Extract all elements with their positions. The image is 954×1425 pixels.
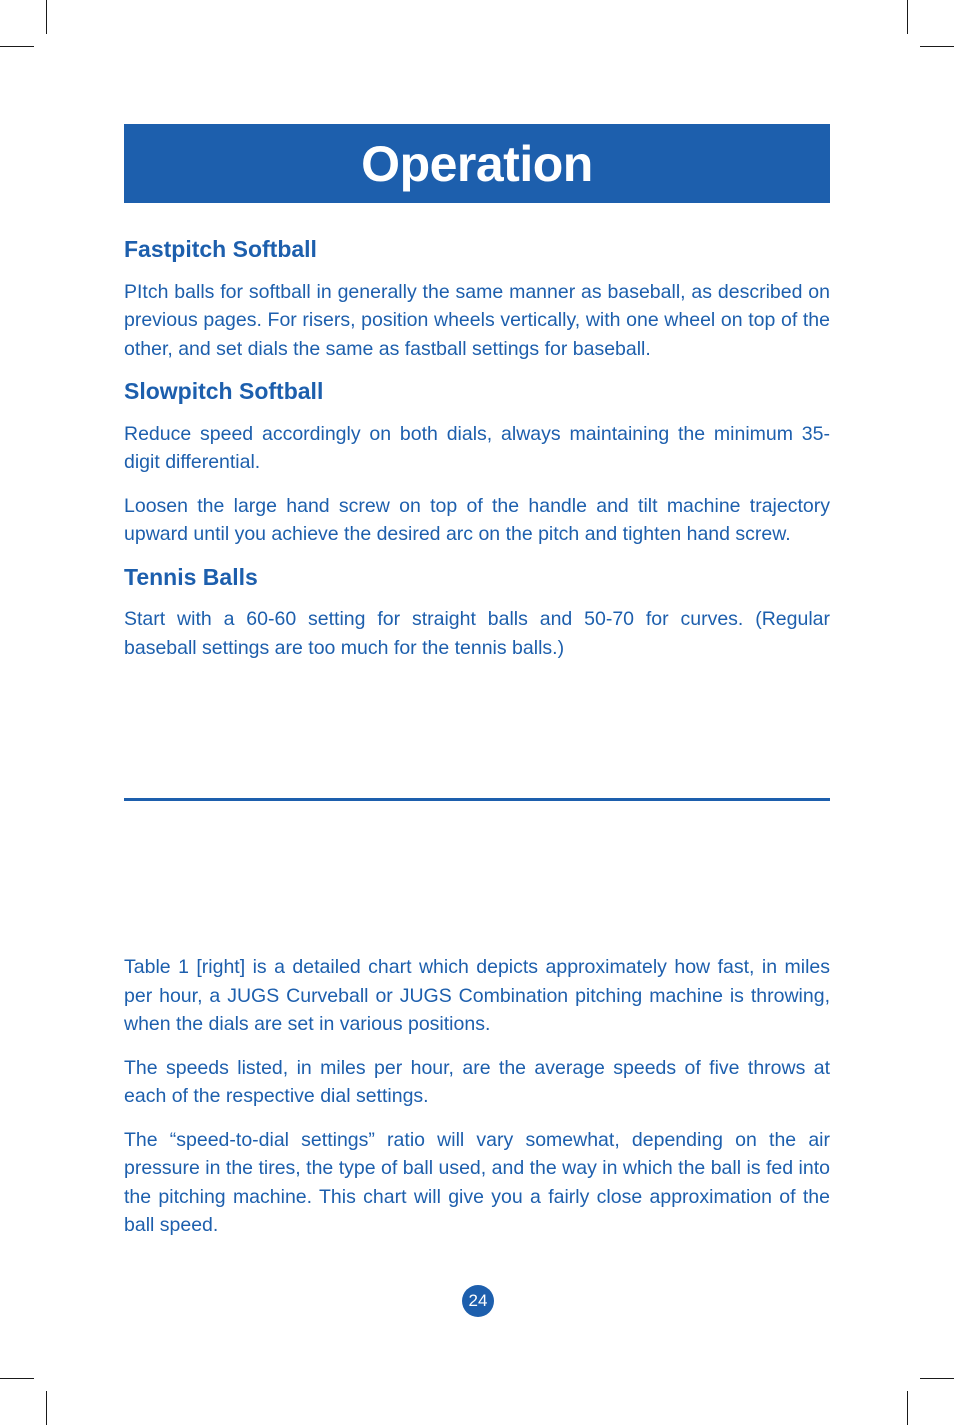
- crop-mark-bottom-right-horizontal: [920, 1378, 954, 1379]
- crop-mark-bottom-left-horizontal: [0, 1378, 34, 1379]
- page-title: Operation: [361, 135, 593, 192]
- title-banner: [124, 124, 830, 203]
- fastpitch-softball-heading: Fastpitch Softball: [124, 236, 317, 262]
- page-number-badge: [462, 1285, 494, 1317]
- tennis-balls-paragraph: Start with a 60-60 setting for straight balls and 50-70 for curves. (Regular baseball settings are too much for the tennis balls.): [124, 608, 830, 659]
- speed-chart-paragraph-3: The “speed-to-dial settings” ratio will vary somewhat, depending on the air pressure in the tires, the type of ball used, and the way in which the ball is fed into the pitching machine. This chart will give you a fairly close approximation of the ball speed.: [124, 1128, 830, 1236]
- speed-chart-notes: [124, 953, 830, 1255]
- crop-mark-top-right-horizontal: [920, 46, 954, 47]
- tennis-balls-heading: Tennis Balls: [124, 563, 258, 590]
- slowpitch-softball-section: [124, 378, 830, 549]
- crop-mark-bottom-left-vertical: [46, 1391, 47, 1425]
- tennis-balls-section: [124, 564, 830, 663]
- crop-mark-top-left-horizontal: [0, 46, 34, 47]
- slowpitch-softball-paragraph-2: Loosen the large hand screw on top of the handle and tilt machine trajectory upward until you achieve the desired arc on the pitch and tighten hand screw.: [124, 494, 830, 546]
- fastpitch-softball-section: [124, 236, 830, 363]
- crop-mark-bottom-right-vertical: [907, 1391, 908, 1425]
- crop-mark-top-left-vertical: [46, 0, 47, 34]
- slowpitch-softball-paragraph-1: Reduce speed accordingly on both dials, always maintaining the minimum 35-digit differential.: [124, 422, 830, 474]
- fastpitch-softball-paragraph: PItch balls for softball in generally the same manner as baseball, as described on previous pages. For risers, position wheels vertically, with one wheel on top of the other, and set dials the same as fastball settings for baseball.: [124, 280, 830, 360]
- speed-chart-paragraph-1: Table 1 [right] is a detailed chart which depicts approximately how fast, in miles per hour, a JUGS Curveball or JUGS Combination pitching machine is throwing, when the dials are set in various positions.: [124, 956, 830, 1035]
- slowpitch-softball-heading: Slowpitch Softball: [124, 378, 324, 405]
- crop-mark-top-right-vertical: [907, 0, 908, 34]
- speed-chart-paragraph-2: The speeds listed, in miles per hour, are the average speeds of five throws at each of the respective dial settings.: [124, 1056, 830, 1107]
- section-divider: [124, 798, 830, 801]
- instructions-section: [124, 236, 830, 677]
- page-number: 24: [468, 1291, 488, 1310]
